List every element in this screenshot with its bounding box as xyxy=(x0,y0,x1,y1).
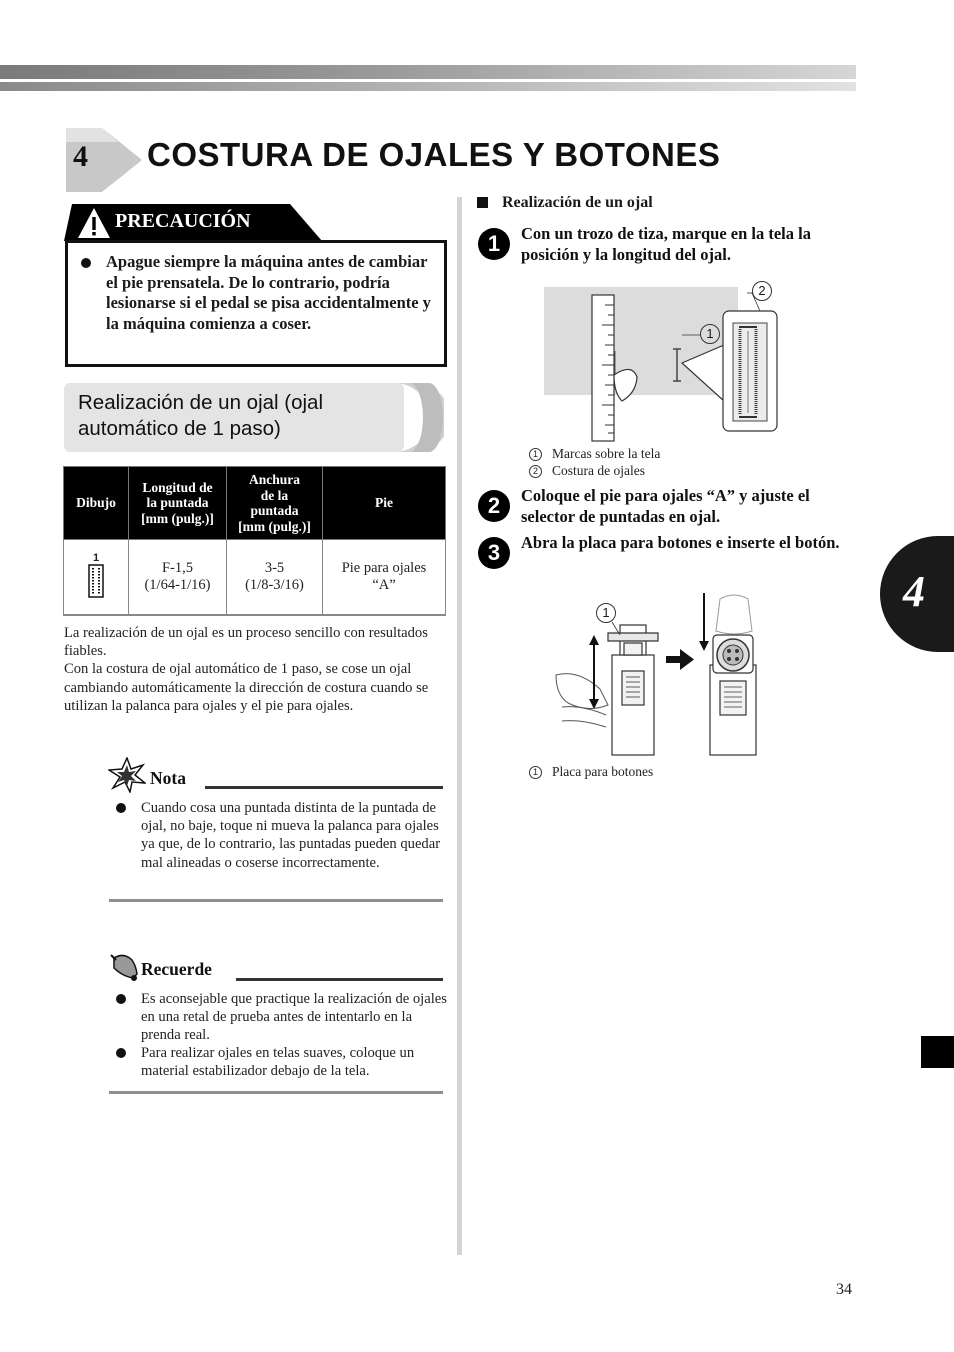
remember-item: Para realizar ojales en telas suaves, coloque un material estabilizador debajo de la tela. xyxy=(141,1045,415,1080)
step-text: Abra la placa para botones e inserte el botón. xyxy=(521,533,840,552)
step-number: 3 xyxy=(478,537,510,569)
remember-title: Recuerde xyxy=(141,959,212,979)
cell-pie: Pie para ojales “A” xyxy=(323,540,446,616)
stitch-table xyxy=(63,466,446,616)
section-square-icon xyxy=(477,197,488,208)
page-title: COSTURA DE OJALES Y BOTONES xyxy=(147,136,721,173)
step-text: Coloque el pie para ojales “A” y ajuste el selector de puntadas en ojal. xyxy=(521,486,810,526)
bullet xyxy=(116,994,126,1004)
bell-icon xyxy=(108,952,140,984)
table-row xyxy=(64,540,446,616)
header-anchura: Anchura de la puntada [mm (pulg.)] xyxy=(227,467,323,540)
precaution-text: Apague siempre la máquina antes de cambiar el pie prensatela. De lo contrario, podría lesionarse si el pedal se pisa accidentalmente y la máquina comienza a coser. xyxy=(106,252,431,333)
warning-icon xyxy=(76,206,112,240)
callout-2: 2 xyxy=(752,281,772,301)
remember-separator xyxy=(109,1091,443,1094)
section-subtitle: Realización de un ojal (ojal automático de 1 paso) xyxy=(78,391,324,440)
edge-marker xyxy=(921,1036,954,1068)
legend-item: 1 Placa para botones xyxy=(529,764,653,781)
intro-text: La realización de un ojal es un proceso sencillo con resultados fiables. Con la costura de ojal automático de 1 paso, se cose un ojal cambiando automáticamente la dirección de costura cuando se utilizan la palanca para ojales y el pie para ojales. xyxy=(64,625,429,714)
fig2-legend xyxy=(529,764,653,781)
note-icon xyxy=(108,757,146,793)
note-item: Cuando cosa una puntada distinta de la puntada de ojal, no baje, toque ni mueva la palanca para ojales ya que, de lo contrario, las puntadas pueden quedar mal alineadas o coserse incorrectamente. xyxy=(141,800,441,871)
bullet xyxy=(81,258,91,268)
callout-1: 1 xyxy=(596,603,616,623)
header-bar-top xyxy=(0,65,856,79)
column-divider xyxy=(457,197,462,1255)
cell-longitud: F-1,5 (1/64-1/16) xyxy=(129,540,227,616)
page-number: 34 xyxy=(836,1281,852,1298)
header-longitud: Longitud de la puntada [mm (pulg.)] xyxy=(129,467,227,540)
precaution-label: PRECAUCIÓN xyxy=(115,210,251,232)
header-dibujo: Dibujo xyxy=(64,467,129,540)
fig1-legend xyxy=(529,446,660,479)
table-header-row xyxy=(64,467,446,540)
callout-1: 1 xyxy=(700,324,720,344)
chapter-number: 4 xyxy=(73,140,88,173)
remember-title-rule xyxy=(236,978,443,981)
step-text: Con un trozo de tiza, marque en la tela la posición y la longitud del ojal. xyxy=(521,224,811,264)
note-separator xyxy=(109,899,443,902)
cell-dibujo: 1 xyxy=(64,540,129,616)
legend-item: 1 Marcas sobre la tela xyxy=(529,446,660,463)
bullet xyxy=(116,803,126,813)
note-title-rule xyxy=(205,786,443,789)
button-insert-illustration xyxy=(548,585,788,757)
chapter-tab-number: 4 xyxy=(903,567,925,616)
section-label: Realización de un ojal xyxy=(502,194,653,211)
buttonhole-stitch-icon xyxy=(88,564,104,598)
bullet xyxy=(116,1048,126,1058)
cell-anchura: 3-5 (1/8-3/16) xyxy=(227,540,323,616)
remember-item: Es aconsejable que practique la realización de ojales en una retal de prueba antes de intentarlo en la prenda real. xyxy=(141,991,447,1044)
step-number: 1 xyxy=(478,228,510,260)
fabric-marking-illustration xyxy=(542,283,782,445)
legend-item: 2 Costura de ojales xyxy=(529,463,660,480)
note-title: Nota xyxy=(150,768,186,788)
header-bar-bottom xyxy=(0,82,856,91)
step-number: 2 xyxy=(478,490,510,522)
header-pie: Pie xyxy=(323,467,446,540)
